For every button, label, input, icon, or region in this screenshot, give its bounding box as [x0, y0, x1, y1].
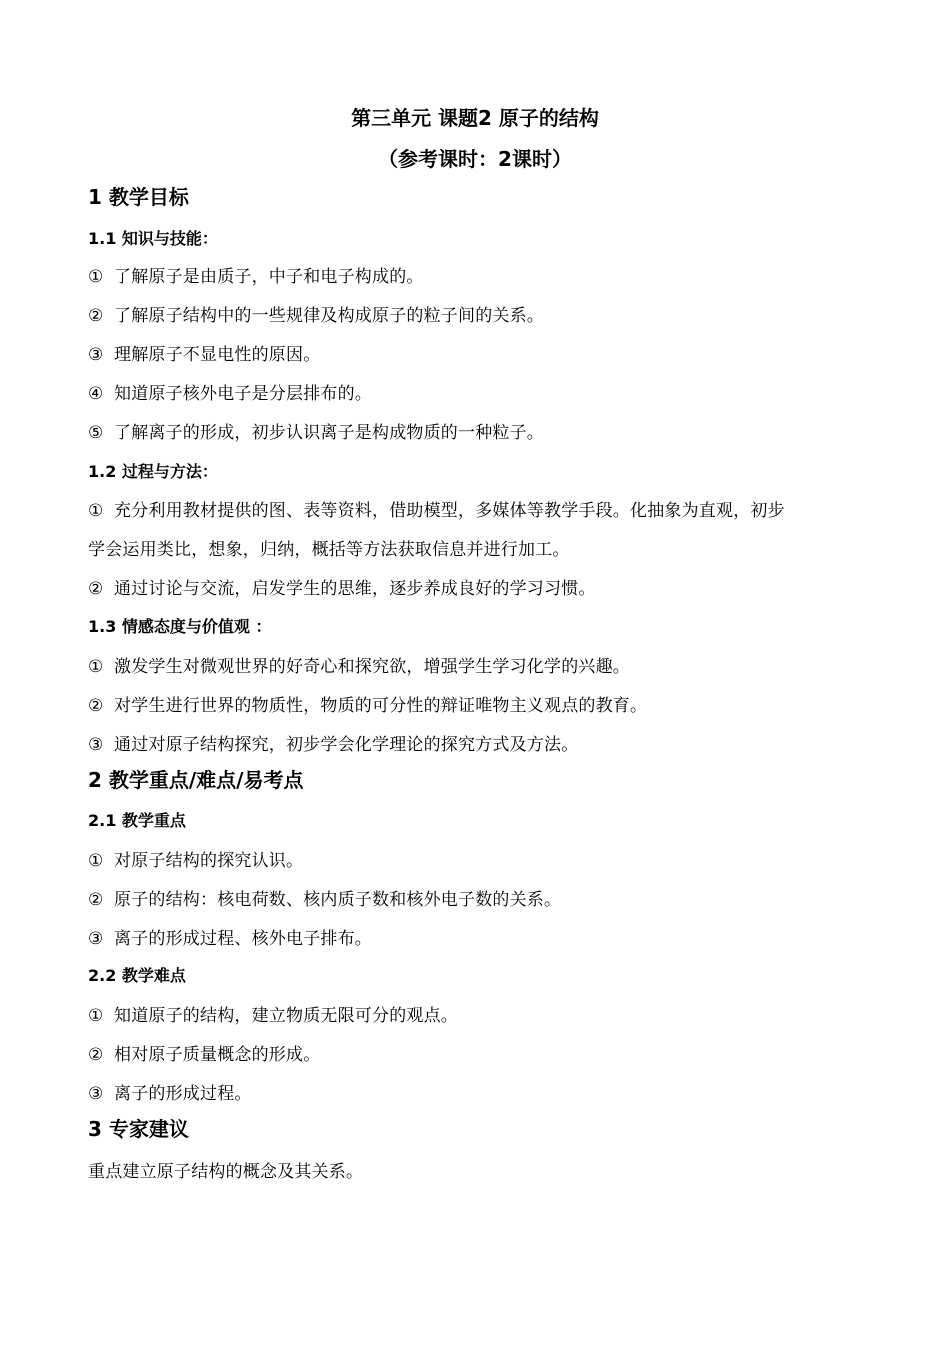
list-item: ② 通过讨论与交流，启发学生的思维，逐步养成良好的学习习惯。 — [88, 579, 596, 599]
list-item: ② 原子的结构：核电荷数、核内质子数和核外电子数的关系。 — [88, 890, 562, 910]
section-1-heading: 1 教学目标 — [88, 185, 189, 209]
section-2-1-heading: 2.1 教学重点 — [88, 811, 186, 830]
list-item: ④ 知道原子核外电子是分层排布的。 — [88, 384, 372, 404]
section-1-3-heading: 1.3 情感态度与价值观 ： — [88, 617, 272, 636]
section-1-2-heading: 1.2 过程与方法： — [88, 462, 218, 481]
section-2-heading: 2 教学重点/难点/易考点 — [88, 768, 304, 792]
list-item: ③ 离子的形成过程、核外电子排布。 — [88, 929, 372, 949]
document-subtitle: （参考课时：2课时） — [378, 147, 572, 171]
section-3-heading: 3 专家建议 — [88, 1117, 189, 1141]
list-item: ① 知道原子的结构，建立物质无限可分的观点。 — [88, 1006, 458, 1026]
list-item: ① 激发学生对微观世界的好奇心和探究欲，增强学生学习化学的兴趣。 — [88, 657, 630, 677]
section-1-1-heading: 1.1 知识与技能： — [88, 229, 218, 248]
list-item: ① 充分利用教材提供的图、表等资料，借助模型，多媒体等教学手段。化抽象为直观，初步 — [88, 501, 785, 521]
list-item: ③ 理解原子不显电性的原因。 — [88, 345, 321, 365]
section-3-body: 重点建立原子结构的概念及其关系。 — [88, 1162, 364, 1182]
section-2-2-heading: 2.2 教学难点 — [88, 966, 186, 985]
list-item: ③ 通过对原子结构探究，初步学会化学理论的探究方式及方法。 — [88, 735, 579, 755]
list-item: ⑤ 了解离子的形成，初步认识离子是构成物质的一种粒子。 — [88, 423, 544, 443]
list-item: ① 对原子结构的探究认识。 — [88, 851, 304, 871]
list-item: ② 相对原子质量概念的形成。 — [88, 1045, 321, 1065]
list-item: ③ 离子的形成过程。 — [88, 1084, 252, 1104]
list-item: ① 了解原子是由质子，中子和电子构成的。 — [88, 267, 424, 287]
list-item: ② 对学生进行世界的物质性，物质的可分性的辩证唯物主义观点的教育。 — [88, 696, 648, 716]
list-item: ② 了解原子结构中的一些规律及构成原子的粒子间的关系。 — [88, 306, 544, 326]
list-item-continuation: 学会运用类比，想象，归纳，概括等方法获取信息并进行加工。 — [88, 540, 570, 560]
document-title: 第三单元 课题2 原子的结构 — [351, 106, 599, 130]
